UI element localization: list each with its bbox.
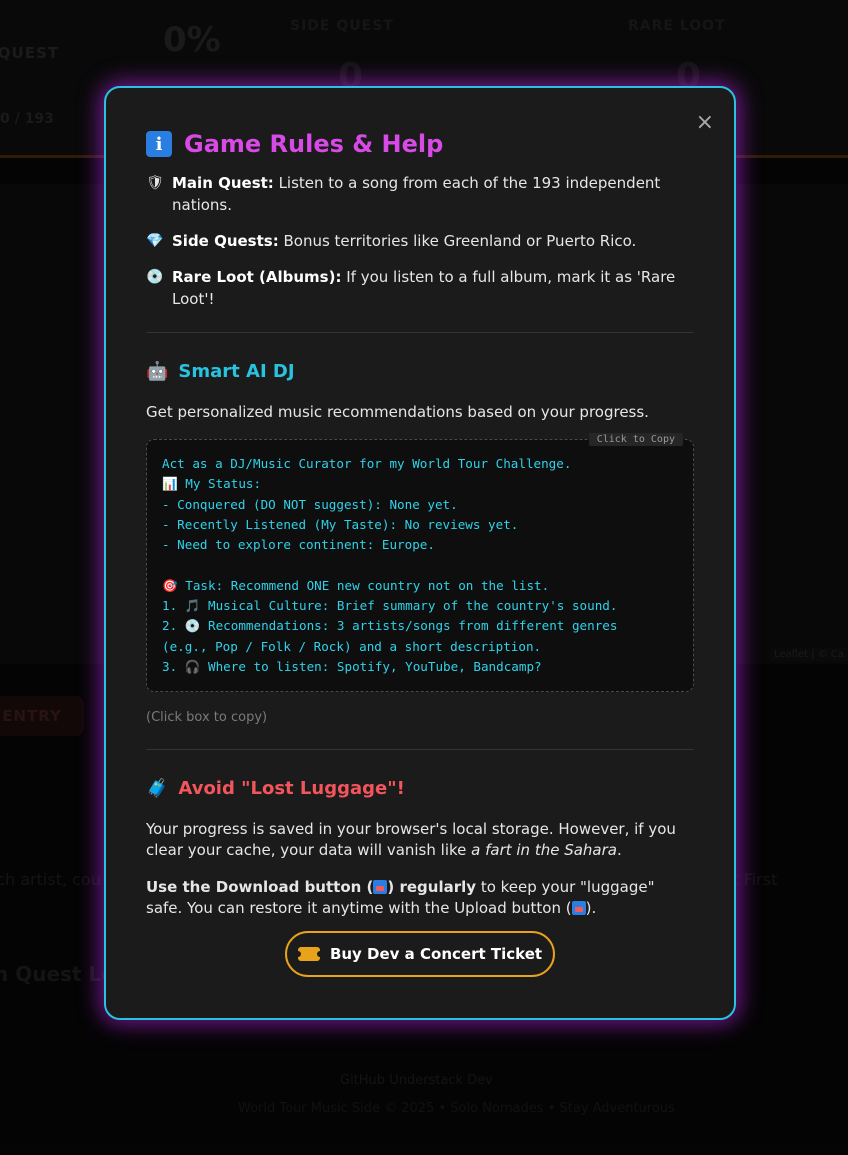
luggage-paragraph-2 <box>146 877 694 919</box>
modal-title <box>146 130 694 158</box>
robot-icon: 🤖 <box>146 361 169 382</box>
gem-icon: 💎 <box>146 233 164 249</box>
download-icon <box>373 880 387 894</box>
buy-ticket-button[interactable] <box>285 931 555 977</box>
rule-text <box>172 266 694 310</box>
dj-description: Get personalized music recommendations based on your progress. <box>146 403 649 421</box>
shield-icon: 🛡 <box>146 175 164 191</box>
info-icon: i <box>146 131 172 157</box>
upload-text: to keep your "luggage" safe. You can restore it anytime with the Upload button ( <box>146 878 655 918</box>
copy-hint: (Click box to copy) <box>146 710 268 726</box>
rule-description: If you listen to a full album, mark it as 'Rare Loot'! <box>172 268 676 308</box>
buy-ticket-label: Buy Dev a Concert Ticket <box>329 945 543 963</box>
rule-text <box>172 172 694 216</box>
luggage-icon: 🧳 <box>146 778 169 800</box>
rule-label: Side Quests: <box>172 232 279 250</box>
ai-prompt-copy-box[interactable] <box>146 434 694 692</box>
disc-icon: 💿 <box>146 269 164 285</box>
divider <box>146 749 694 750</box>
dj-title-text: Smart AI DJ <box>178 361 295 382</box>
divider <box>146 332 694 333</box>
rule-text <box>172 230 636 252</box>
download-text-end: ) regularly <box>387 878 477 897</box>
luggage-text: Your progress is saved in your browser's local storage. However, if you clear your cache, your data will vanish like <box>146 820 676 860</box>
rule-side-quests <box>146 230 694 252</box>
download-text: Use the Download button ( <box>146 878 374 897</box>
luggage-paragraph-1 <box>146 819 694 861</box>
rule-label: Rare Loot (Albums): <box>172 268 342 286</box>
luggage-text-end: . <box>617 841 622 860</box>
upload-text-end: ). <box>585 899 597 918</box>
rule-description: Listen to a song from each of the 193 independent nations. <box>172 174 661 214</box>
rule-description: Bonus territories like Greenland or Puerto Rico. <box>278 232 637 250</box>
modal-title-text: Game Rules & Help <box>184 130 444 158</box>
close-icon[interactable]: × <box>695 110 714 135</box>
rule-rare-loot <box>146 266 694 310</box>
luggage-section-title <box>146 778 694 799</box>
rule-label: Main Quest: <box>172 174 274 192</box>
luggage-emphasis: a fart in the Sahara <box>471 841 617 860</box>
upload-icon <box>572 901 586 915</box>
ai-prompt-text: Act as a DJ/Music Curator for my World Tour Challenge. 📊 My Status: - Conquered (DO NOT suggest): None yet. - Recently Listened (My Taste): No reviews yet. - Need to explore continent: Europe. 🎯 Task: Recommend ONE new country not on the list. 1. 🎵 Musical Culture: Brief summary of the country's sound. 2. 💿 Recommendations: 3 artists/songs from different genres (e.g., Pop / Folk / Rock) and a short description. 3. 🎧 Where to listen: Spotify, YouTube, Bandcamp? <box>162 456 618 674</box>
click-to-copy-tag: Click to Copy <box>589 433 683 446</box>
dj-section-title <box>146 361 694 382</box>
ticket-icon <box>298 947 320 961</box>
luggage-title-text: Avoid "Lost Luggage"! <box>178 778 405 800</box>
help-modal <box>104 86 736 1020</box>
rule-main-quest <box>146 172 694 216</box>
